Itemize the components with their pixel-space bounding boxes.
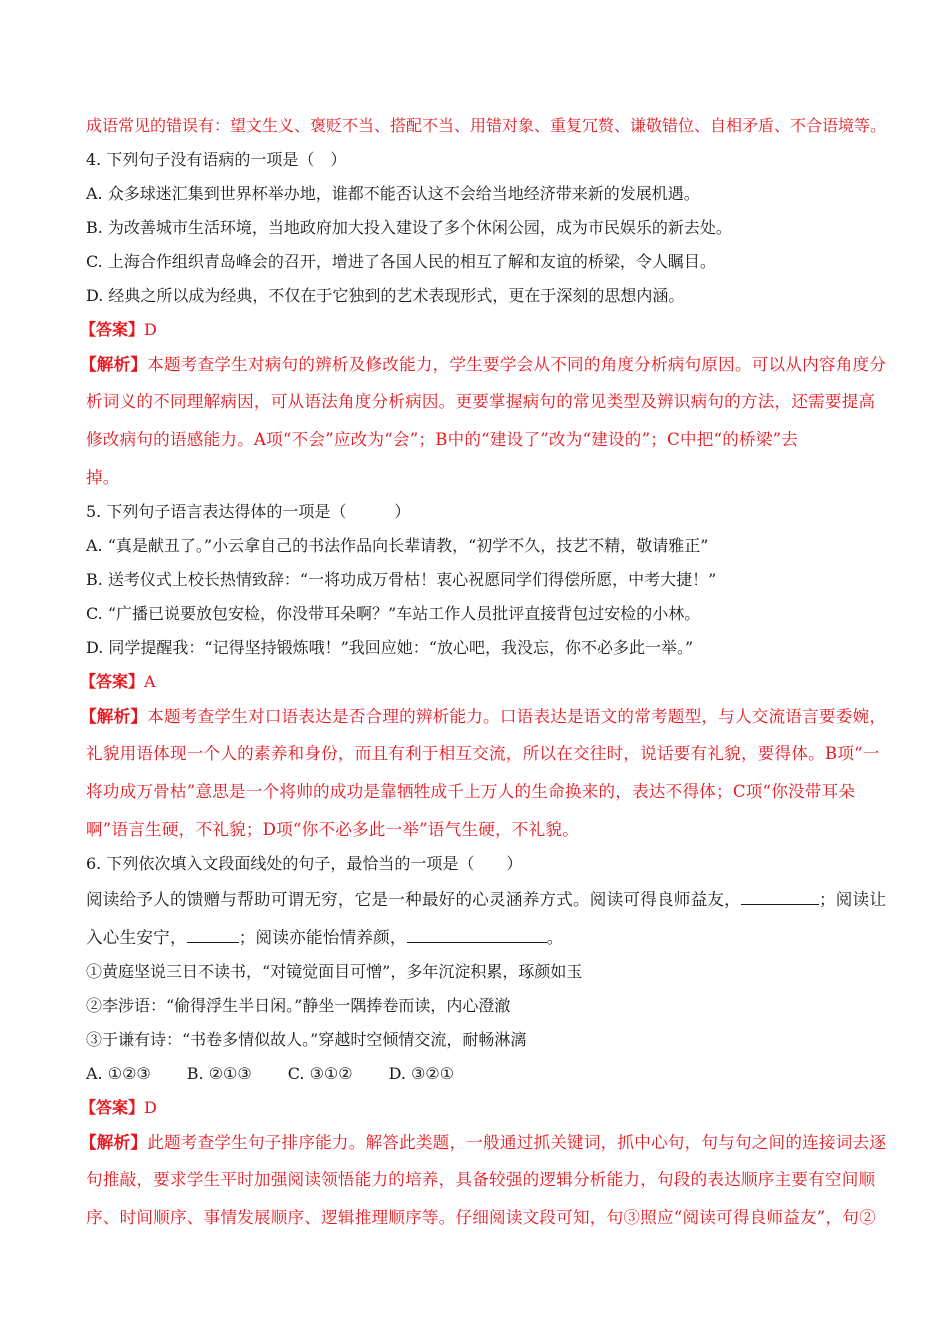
- q6-choices: [86, 1064, 490, 1084]
- passage-text: 。: [546, 928, 564, 947]
- q5-analysis-line-4: 啊”语言生硬，不礼貌；D项“你不必多此一举”语气生硬，不礼貌。: [86, 820, 579, 839]
- answer-tag: 【答案】: [80, 320, 145, 339]
- fill-blank-1: [741, 890, 819, 905]
- q6-passage-line-2: [86, 928, 564, 948]
- q6-analysis-line-2: 句推敲，要求学生平时加强阅读领悟能力的培养，具备较强的逻辑分析能力，句段的表达顺序主要有空间顺: [86, 1170, 876, 1189]
- q4-stem: 4. 下列句子没有语病的一项是（ ）: [86, 150, 347, 169]
- passage-text: ；阅读亦能怡情养颜，: [238, 928, 407, 947]
- fill-blank-2: [187, 928, 239, 943]
- q4-analysis-line-3: 修改病句的语感能力。A项“不会”应改为“会”；B中的“建设了”改为“建设的”；C中把“的桥梁”去: [86, 430, 799, 449]
- answer-tag: 【答案】: [80, 672, 145, 691]
- q4-analysis-line-4: 掉。: [86, 468, 120, 487]
- analysis-tag: 【解析】: [80, 706, 148, 726]
- analysis-tag: 【解析】: [80, 1132, 148, 1152]
- analysis-text: 本题考查学生对口语表达是否合理的辨析能力。口语表达是语文的常考题型，与人交流语言要委婉，: [147, 707, 887, 726]
- answer-value: D: [144, 1098, 157, 1117]
- q6-analysis-line-1: [80, 1132, 886, 1153]
- answer-value: A: [144, 672, 156, 691]
- passage-text: 阅读给予人的馈赠与帮助可谓无穷，它是一种最好的心灵涵养方式。阅读可得良师益友，: [86, 890, 741, 909]
- q5-answer: [80, 672, 156, 692]
- q5-option-b: B. 送考仪式上校长热情致辞：“一将功成万骨枯！衷心祝愿同学们得偿所愿，中考大捷！”: [86, 570, 717, 589]
- q4-answer: [80, 320, 157, 340]
- q5-analysis-line-1: [80, 706, 886, 727]
- analysis-text: 本题考查学生对病句的辨析及修改能力，学生要学会从不同的角度分析病句原因。可以从内容角度分: [147, 355, 887, 374]
- q6-stem: 6. 下列依次填入文段面线处的句子，最恰当的一项是（ ）: [86, 854, 523, 873]
- answer-tag: 【答案】: [80, 1098, 145, 1117]
- analysis-tag: 【解析】: [80, 354, 148, 374]
- q6-item-2: ②李涉语：“偷得浮生半日闲。”静坐一隅捧卷而读，内心澄澈: [86, 996, 511, 1015]
- q6-choice-b: B. ②①③: [186, 1064, 252, 1083]
- q6-choice-d: D. ③②①: [388, 1064, 455, 1083]
- analysis-text: 此题考查学生句子排序能力。解答此类题，一般通过抓关键词，抓中心句，句与句之间的连接词去逐: [147, 1133, 887, 1152]
- q6-passage-line-1: [86, 890, 886, 910]
- q6-answer: [80, 1098, 157, 1118]
- q4-analysis-line-2: 析词义的不同理解病因，可从语法角度分析病因。更要掌握病句的常见类型及辨识病句的方法，还需要提高: [86, 392, 876, 411]
- q5-stem: 5. 下列句子语言表达得体的一项是（ ）: [86, 502, 411, 521]
- q5-option-a: A. “真是献丑了。”小云拿自己的书法作品向长辈请教，“初学不久，技艺不精，敬请雅正”: [86, 536, 709, 555]
- q5-analysis-line-2: 礼貌用语体现一个人的素养和身份，而且有利于相互交流，所以在交往时，说话要有礼貌，要得体。B项“一: [86, 744, 880, 763]
- passage-text: ；阅读让: [818, 890, 887, 909]
- q4-analysis-line-1: [80, 354, 886, 375]
- q6-analysis-line-3: 序、时间顺序、事情发展顺序、逻辑推理顺序等。仔细阅读文段可知，句③照应“阅读可得良师益友”，句②: [86, 1208, 876, 1227]
- q4-option-b: B. 为改善城市生活环境，当地政府加大投入建设了多个休闲公园，成为市民娱乐的新去处。: [86, 218, 732, 237]
- q5-option-c: C. “广播已说要放包安检，你没带耳朵啊？”车站工作人员批评直接背包过安检的小林。: [86, 604, 701, 623]
- q6-item-1: ①黄庭坚说三日不读书，“对镜觉面目可憎”，多年沉淀积累，琢颜如玉: [86, 962, 583, 981]
- q4-option-d: D. 经典之所以成为经典，不仅在于它独到的艺术表现形式，更在于深刻的思想内涵。: [86, 286, 685, 305]
- q6-item-3: ③于谦有诗：“书卷多情似故人。”穿越时空倾情交流，耐畅淋漓: [86, 1030, 527, 1049]
- q5-option-d: D. 同学提醒我：“记得坚持锻炼哦！”我回应她：“放心吧，我没忘，你不必多此一举。”: [86, 638, 694, 657]
- q6-choice-c: C. ③①②: [287, 1064, 353, 1083]
- error-types-note: 成语常见的错误有：望文生义、褒贬不当、搭配不当、用错对象、重复冗赘、谦敬错位、自相矛盾、不合语境等。: [86, 116, 887, 135]
- q5-analysis-line-3: 将功成万骨枯”意思是一个将帅的成功是靠牺牲成千上万人的生命换来的，表达不得体；C项“你没带耳朵: [86, 782, 856, 801]
- q4-option-a: A. 众多球迷汇集到世界杯举办地，谁都不能否认这不会给当地经济带来新的发展机遇。: [86, 184, 700, 203]
- q4-option-c: C. 上海合作组织青岛峰会的召开，增进了各国人民的相互了解和友谊的桥梁，令人瞩目。: [86, 252, 716, 271]
- answer-value: D: [144, 320, 157, 339]
- q6-choice-a: A. ①②③: [86, 1064, 151, 1083]
- passage-text: 入心生安宁，: [86, 928, 187, 947]
- fill-blank-3: [407, 928, 547, 943]
